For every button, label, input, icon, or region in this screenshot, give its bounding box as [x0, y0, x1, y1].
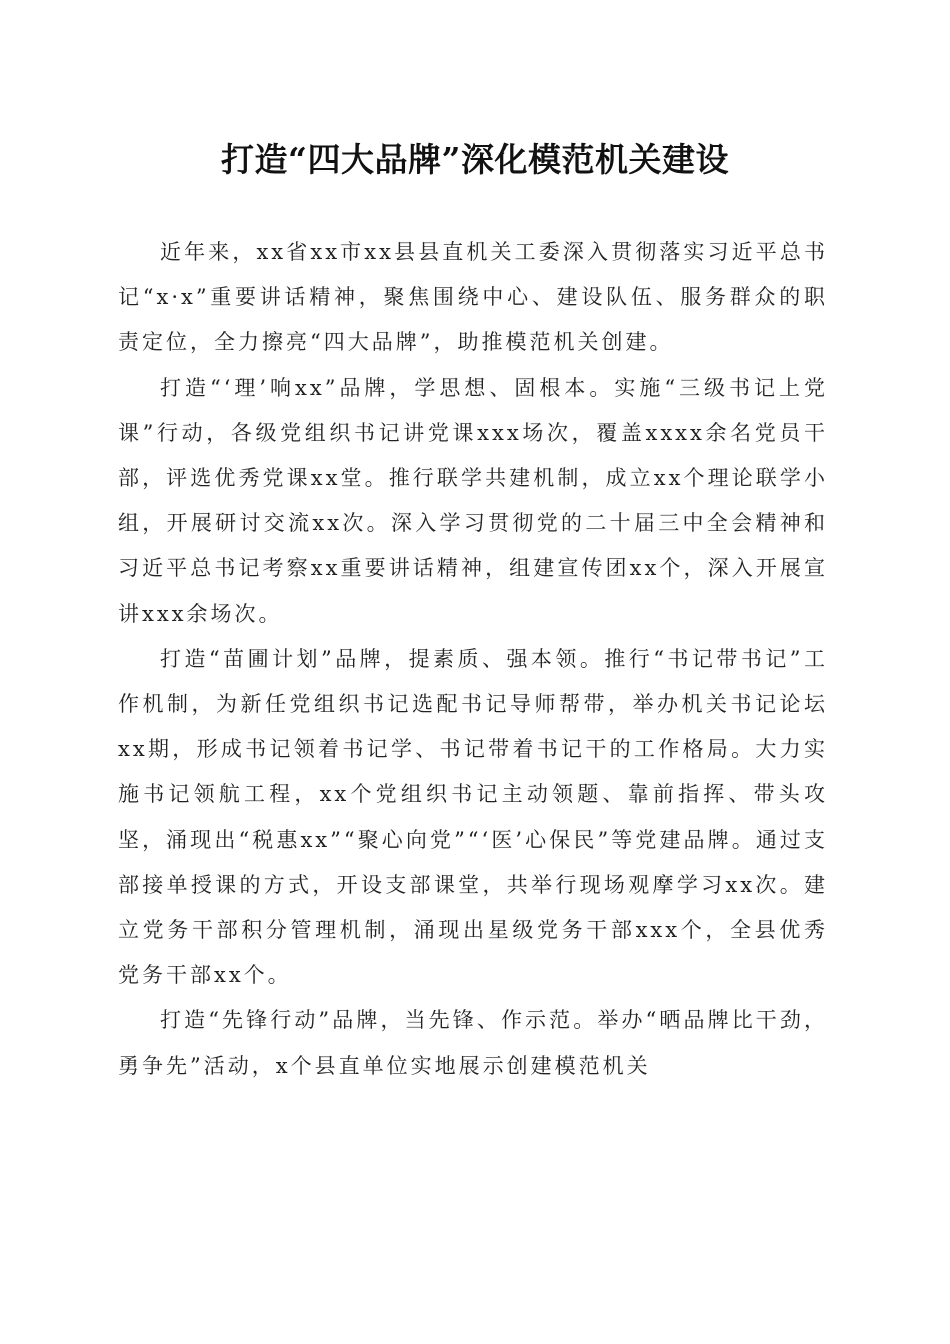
paragraph-intro: 近年来，xx省xx市xx县县直机关工委深入贯彻落实习近平总书记“x·x”重要讲话精神，聚焦围绕中心、建设队伍、服务群众的职责定位，全力擦亮“四大品牌”，助推模范机关创建。: [118, 240, 828, 355]
paragraph-theory-brand: 打造“‘理’响xx”品牌，学思想、固根本。实施“三级书记上党课”行动，各级党组织书记讲党课xxx场次，覆盖xxxx余名党员干部，评选优秀党课xx堂。推行联学共建机制，成立xx个理论联学小组，开展研讨交流xx次。深入学习贯彻党的二十届三中全会精神和习近平总书记考察xx重要讲话精神，组建宣传团xx个，深入开展宣讲xxx余场次。: [118, 375, 828, 626]
paragraph-nursery-brand: 打造“苗圃计划”品牌，提素质、强本领。推行“书记带书记”工作机制，为新任党组织书记选配书记导师帮带，举办机关书记论坛xx期，形成书记领着书记学、书记带着书记干的工作格局。大力实施书记领航工程，xx个党组织书记主动领题、靠前指挥、带头攻坚，涌现出“税惠xx”“聚心向党”“‘医’心保民”等党建品牌。通过支部接单授课的方式，开设支部课堂，共举行现场观摩学习xx次。建立党务干部积分管理机制，涌现出星级党务干部xxx个，全县优秀党务干部xx个。: [118, 646, 828, 988]
document-body: [118, 230, 828, 1089]
paragraph-pioneer-brand: 打造“先锋行动”品牌，当先锋、作示范。举办“晒品牌比干劲，勇争先”活动，x个县直单位实地展示创建模范机关: [118, 1008, 828, 1078]
document-title: 打造“四大品牌”深化模范机关建设: [221, 140, 729, 179]
